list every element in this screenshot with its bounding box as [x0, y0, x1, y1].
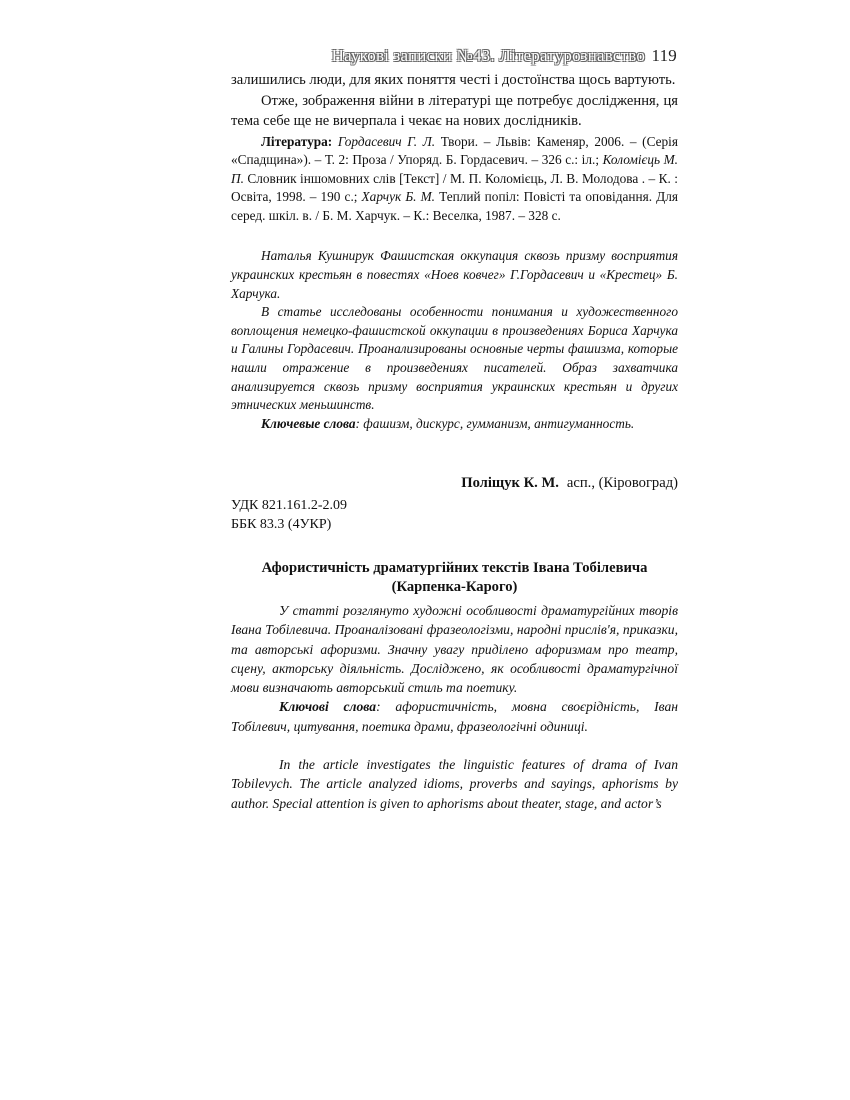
body-paragraph-1: залишились люди, для яких поняття честі і достоїнства щось вартують. [231, 72, 676, 88]
reference-text-1: Твори. – Львів: Каменяр, 2006. – (Серія «Спадщина»). – Т. 2: Проза / Упоряд. Б. Гордасевич. – 326 с.: іл.; [231, 133, 678, 168]
reference-author-2: Коломієць М. П. [231, 152, 678, 186]
ukrainian-keywords [231, 697, 678, 736]
english-abstract-text: In the article investigates the linguistic features of drama of Ivan Tobilevych. The article analyzed idioms, proverbs and sayings, aphorisms by author. Special attention is given to aphorisms about theater, stage, and actor’s [231, 756, 678, 811]
references-label: Література: [261, 133, 333, 149]
article-title-line-2: (Карпенка-Карого) [391, 579, 518, 596]
russian-keywords-label: Ключевые слова [261, 415, 356, 431]
article-title [231, 559, 678, 598]
reference-author-1: Гордасевич Г. Л. [337, 133, 436, 149]
reference-author-3: Харчук Б. М. [361, 189, 435, 205]
ukrainian-keywords-label: Ключові слова [279, 699, 377, 715]
russian-abstract [231, 247, 678, 433]
russian-abstract-title: Наталья Кушнирук Фашистская оккупация сквозь призму восприятия украинских крестьян в повестях «Ноев ковчег» Г.Гордасевич и «Крестец» Б. Харчука. [231, 248, 678, 301]
udk-code: УДК 821.161.2-2.09 [231, 497, 348, 513]
russian-keywords [231, 415, 678, 434]
reference-text-2: Словник іншомовних слів [Текст] / М. П. Коломієць, Л. В. Молодова . – К. : Освіта, 1998. – 190 с.; [231, 170, 678, 205]
classification-codes [231, 496, 678, 534]
page-number: 119 [651, 46, 677, 65]
body-paragraph-2: Отже, зображення війни в літературі ще потребує дослідження, ця тема себе ще не вичерпала і чекає на нових дослідників. [231, 92, 678, 129]
reference-text-3: Теплий попіл: Повісті та оповідання. Для серед. шкіл. в. / Б. М. Харчук. – К.: Веселка, 1987. – 328 с. [231, 189, 678, 223]
running-header [332, 46, 677, 66]
references [231, 133, 678, 226]
author-affiliation: асп., (Кіровоград) [566, 475, 678, 492]
article-author: Поліщук К. М. [461, 475, 559, 492]
bbk-code: ББК 83.3 (4УКР) [231, 516, 332, 532]
ukrainian-abstract-text: У статті розглянуто художні особливості драматургійних творів Івана Тобілевича. Проаналізовані фразеологізми, народні прислів'я, приказки, та авторські афоризми. Значну увагу приділено афоризмам про театр, сцену, акторську діяльність. Досліджено, як особливості драматургічної мови визначають авторський стиль та поетику. [231, 602, 678, 696]
russian-abstract-text: В статье исследованы особенности понимания и художественного воплощения немецко-фашистской оккупации в произведениях Бориса Харчука и Галины Гордасевич. Проанализированы основные черты фашизма, которые нашли отражение в произведениях писателей. Образ захватчика анализируется сквозь призму восприятия украинских крестьян и других этнических меньшинств. [231, 304, 678, 413]
running-title: Наукові записки №43. Літературознавство [331, 46, 646, 65]
russian-keywords-list: : фашизм, дискурс, гумманизм, антигуманность. [355, 415, 635, 431]
author-line [231, 473, 678, 494]
article-title-line-1: Афористичність драматургійних текстів Івана Тобілевича [261, 559, 648, 576]
ukrainian-keywords-list: : афористичність, мовна своєрідність, Іван Тобілевич, цитування, поетика драми, фразеологічні одиниці. [231, 699, 678, 734]
english-abstract [231, 755, 678, 813]
ukrainian-abstract [231, 601, 678, 736]
page-content [231, 70, 678, 813]
